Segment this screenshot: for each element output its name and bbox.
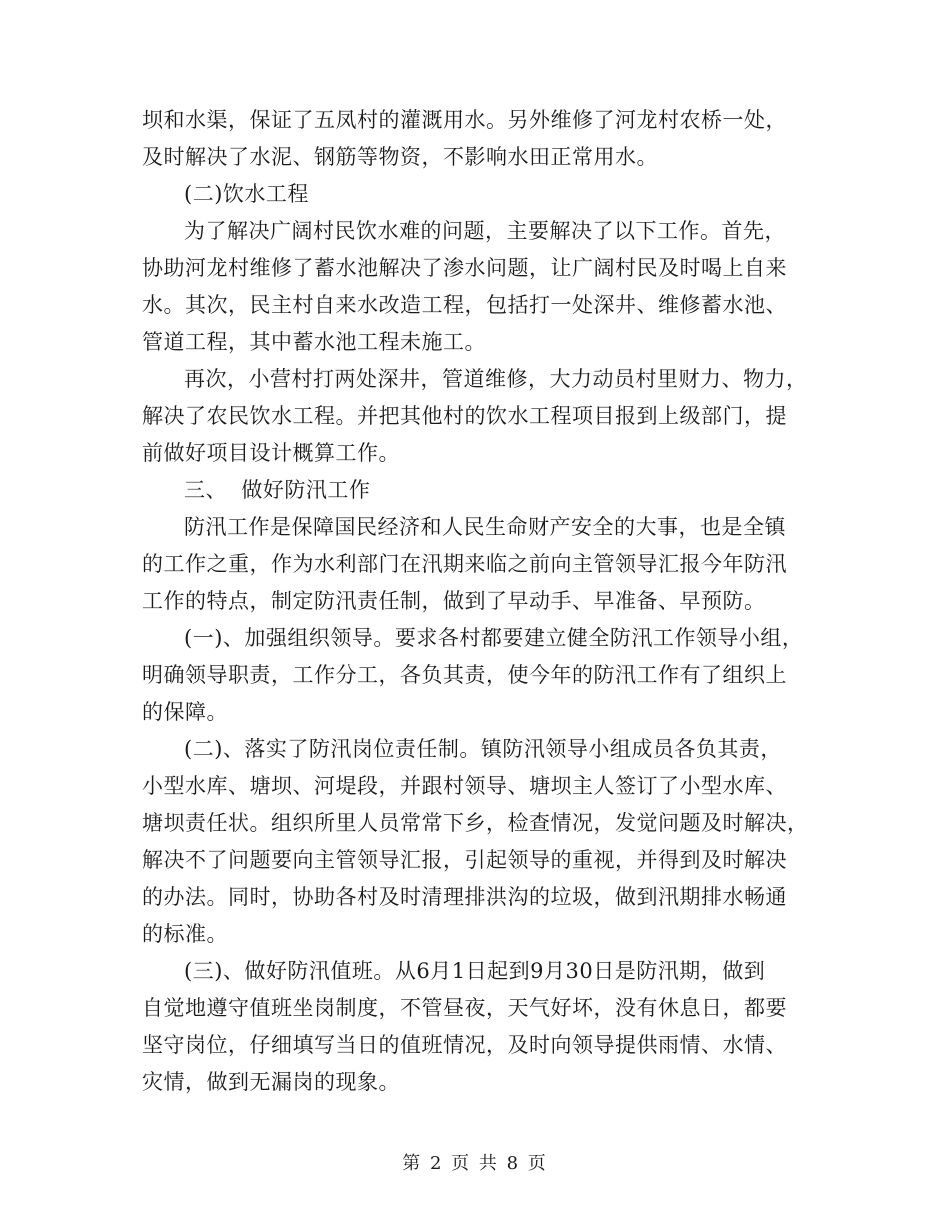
text-line: 为了解决广阔村民饮水难的问题，主要解决了以下工作。首先，: [184, 219, 786, 243]
text-line: 灾情，做到无漏岗的现象。: [142, 1070, 400, 1094]
text-line: 水。其次，民主村自来水改造工程，包括打一处深井、维修蓄水池、: [142, 293, 787, 317]
text-line: 再次，小营村打两处深井，管道维修，大力动员村里财力、物力，: [184, 367, 808, 391]
text-line: 的工作之重，作为水利部门在汛期来临之前向主管领导汇报今年防汛: [142, 552, 787, 576]
text-line: 及时解决了水泥、钢筋等物资，不影响水田正常用水。: [142, 145, 658, 169]
page-footer: [0, 1152, 950, 1176]
text-line: 小型水库、塘坝、河堤段，并跟村领导、塘坝主人签订了小型水库、: [142, 774, 787, 798]
section-heading: 三、 做好防汛工作: [184, 478, 371, 502]
document-body: [142, 102, 812, 1101]
text-line: 明确领导职责，工作分工，各负其责，使今年的防汛工作有了组织上: [142, 663, 787, 687]
text-line: 坝和水渠，保证了五凤村的灌溉用水。另外维修了河龙村农桥一处，: [142, 108, 787, 132]
text-line: 的标准。: [142, 922, 228, 946]
text-line: 解决了农民饮水工程。并把其他村的饮水工程项目报到上级部门，提: [142, 404, 787, 428]
text-line: (二)、落实了防汛岗位责任制。镇防汛领导小组成员各负其责，: [184, 737, 782, 761]
text-line: 解决不了问题要向主管领导汇报，引起领导的重视，并得到及时解决: [142, 848, 787, 872]
text-line: (一)、加强组织领导。要求各村都要建立健全防汛工作领导小组，: [184, 626, 804, 650]
text-line: 工作的特点，制定防汛责任制，做到了早动手、早准备、早预防。: [142, 589, 766, 613]
section-heading: (二)饮水工程: [184, 182, 309, 206]
text-line: 塘坝责任状。组织所里人员常常下乡，检查情况，发觉问题及时解决，: [142, 811, 809, 835]
text-line: 坚守岗位，仔细填写当日的值班情况，及时向领导提供雨情、水情、: [142, 1033, 787, 1057]
text-line: 防汛工作是保障国民经济和人民生命财产安全的大事，也是全镇: [184, 515, 786, 539]
text-line: 管道工程，其中蓄水池工程未施工。: [142, 330, 486, 354]
text-line: 的办法。同时，协助各村及时清理排洪沟的垃圾，做到汛期排水畅通: [142, 885, 787, 909]
text-line: 协助河龙村维修了蓄水池解决了渗水问题，让广阔村民及时喝上自来: [142, 256, 787, 280]
page-number-label: 第 2 页 共 8 页: [402, 1153, 548, 1174]
text-line: (三)、做好防汛值班。从6月1日起到9月30日是防汛期，做到: [184, 959, 766, 983]
text-line: 的保障。: [142, 700, 228, 724]
text-line: 自觉地遵守值班坐岗制度，不管昼夜，天气好坏，没有休息日，都要: [142, 996, 787, 1020]
text-line: 前做好项目设计概算工作。: [142, 441, 400, 465]
